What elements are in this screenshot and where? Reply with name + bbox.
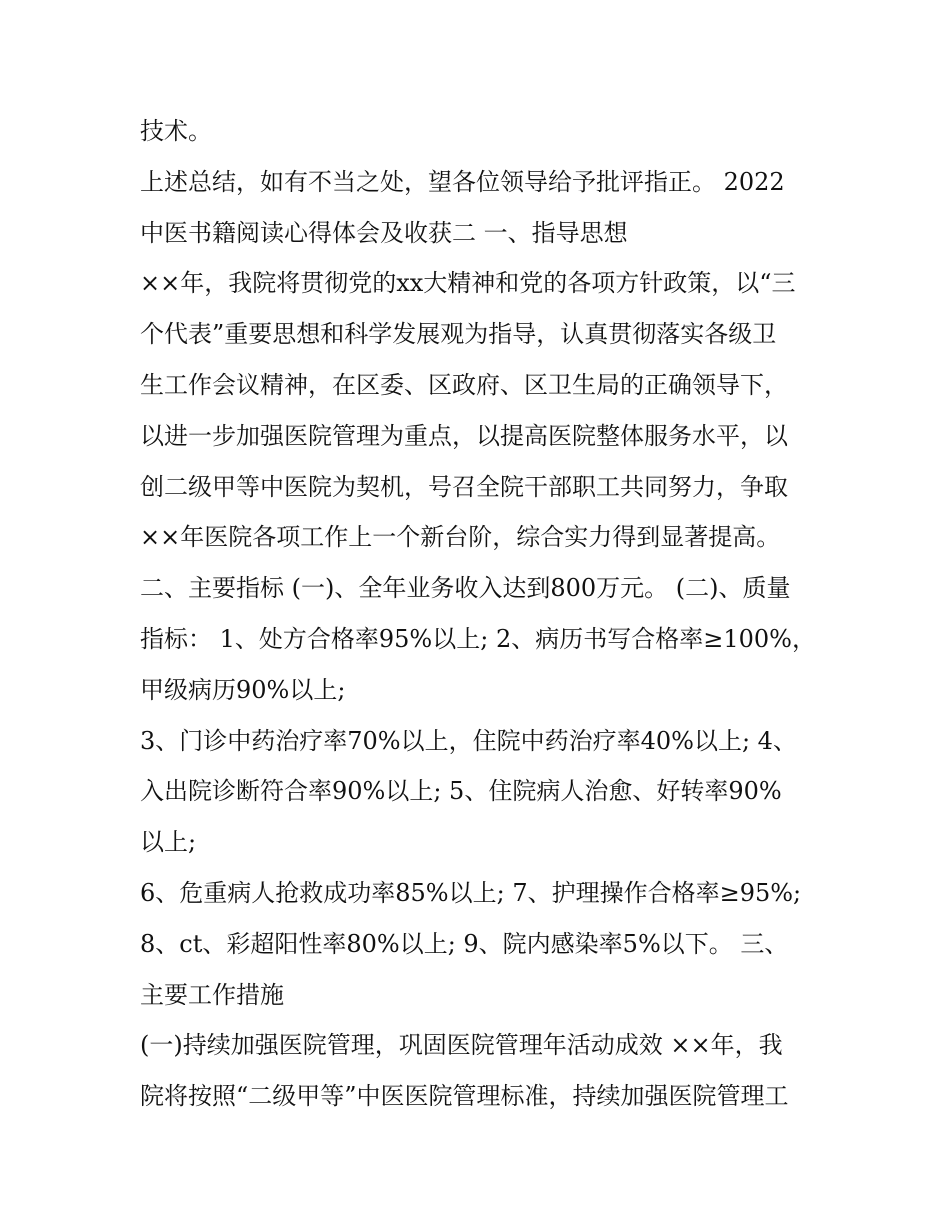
text-line: ××年医院各项工作上一个新台阶，综合实力得到显著提高。	[140, 523, 781, 552]
text-line: 以上;	[140, 828, 197, 857]
text-line: 生工作会议精神，在区委、区政府、区卫生局的正确领导下，	[140, 370, 788, 399]
text-line: 个代表”重要思想和科学发展观为指导，认真贯彻落实各级卫	[140, 320, 777, 349]
text-line: ××年，我院将贯彻党的xx大精神和党的各项方针政策，以“三	[140, 269, 796, 298]
text-line: 技术。	[140, 117, 212, 145]
text-line: 甲级病历90%以上;	[140, 675, 346, 704]
text-line: 院将按照“二级甲等”中医医院管理标准，持续加强医院管理工	[140, 1082, 789, 1111]
text-line: 创二级甲等中医院为契机，号召全院干部职工共同努力，争取	[140, 472, 788, 501]
text-line: 3、门诊中药治疗率70%以上，住院中药治疗率40%以上; 4、	[140, 726, 797, 755]
text-line: (一)持续加强医院管理，巩固医院管理年活动成效 ××年，我	[140, 1031, 783, 1060]
text-line: 上述总结，如有不当之处，望各位领导给予批评指正。 2022	[140, 167, 785, 196]
text-line: 指标： 1、处方合格率95%以上; 2、病历书写合格率≥100%，	[140, 624, 816, 653]
text-line: 以进一步加强医院管理为重点，以提高医院整体服务水平，以	[140, 421, 788, 450]
text-line: 主要工作措施	[140, 980, 284, 1009]
text-line: 中医书籍阅读心得体会及收获二 一、指导思想	[140, 218, 628, 247]
text-line: 入出院诊断符合率90%以上; 5、住院病人治愈、好转率90%	[140, 777, 782, 806]
text-line: 8、ct、彩超阳性率80%以上; 9、院内感染率5%以下。 三、	[140, 929, 789, 958]
text-line: 二、主要指标 (一)、全年业务收入达到800万元。 (二)、质量	[140, 574, 791, 603]
text-line: 6、危重病人抢救成功率85%以上; 7、护理操作合格率≥95%;	[140, 878, 802, 907]
document-body	[140, 106, 830, 1122]
